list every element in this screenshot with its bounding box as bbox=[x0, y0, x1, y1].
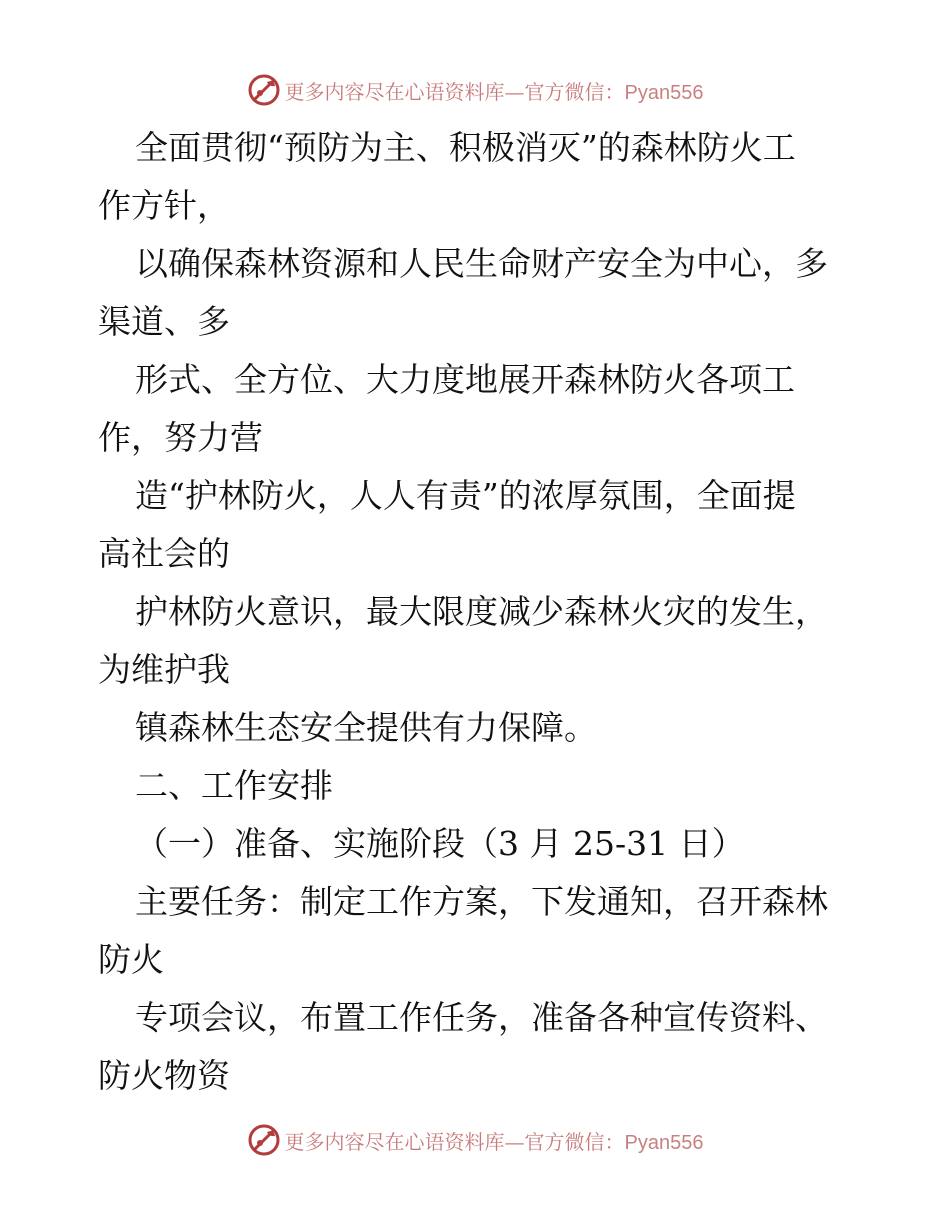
footer-watermark bbox=[0, 1120, 950, 1160]
quill-circle-icon bbox=[247, 73, 281, 107]
paragraph-line: 以确保森林资源和人民生命财产安全为中心，多 bbox=[135, 244, 828, 283]
paragraph-line: 防火物资 bbox=[98, 1056, 230, 1095]
paragraph-line: 全面贯彻“预防为主、积极消灭”的森林防火工 bbox=[135, 128, 796, 167]
paragraph-line: 作，努力营 bbox=[98, 418, 263, 457]
watermark-text: 更多内容尽在心语资料库—官方微信：Pyan556 bbox=[284, 1129, 704, 1154]
section-heading: 二、工作安排 bbox=[135, 766, 333, 805]
paragraph-line: 防火 bbox=[98, 940, 164, 979]
paragraph-line: 高社会的 bbox=[98, 534, 230, 573]
paragraph-line: 专项会议，布置工作任务，准备各种宣传资料、 bbox=[135, 998, 828, 1037]
paragraph-line: 渠道、多 bbox=[98, 302, 230, 341]
header-watermark bbox=[0, 70, 950, 110]
paragraph-line: 作方针， bbox=[98, 186, 230, 225]
subsection-heading: （一）准备、实施阶段（3 月 25-31 日） bbox=[135, 824, 745, 863]
paragraph-line: 镇森林生态安全提供有力保障。 bbox=[135, 708, 597, 747]
paragraph-line: 造“护林防火，人人有责”的浓厚氛围，全面提 bbox=[135, 476, 796, 515]
paragraph-line: 护林防火意识，最大限度减少森林火灾的发生， bbox=[135, 592, 828, 631]
quill-circle-icon bbox=[247, 1123, 281, 1157]
watermark-text: 更多内容尽在心语资料库—官方微信：Pyan556 bbox=[284, 79, 704, 104]
paragraph-line: 主要任务：制定工作方案，下发通知，召开森林 bbox=[135, 882, 828, 921]
paragraph-line: 形式、全方位、大力度地展开森林防火各项工 bbox=[135, 360, 795, 399]
paragraph-line: 为维护我 bbox=[98, 650, 230, 689]
